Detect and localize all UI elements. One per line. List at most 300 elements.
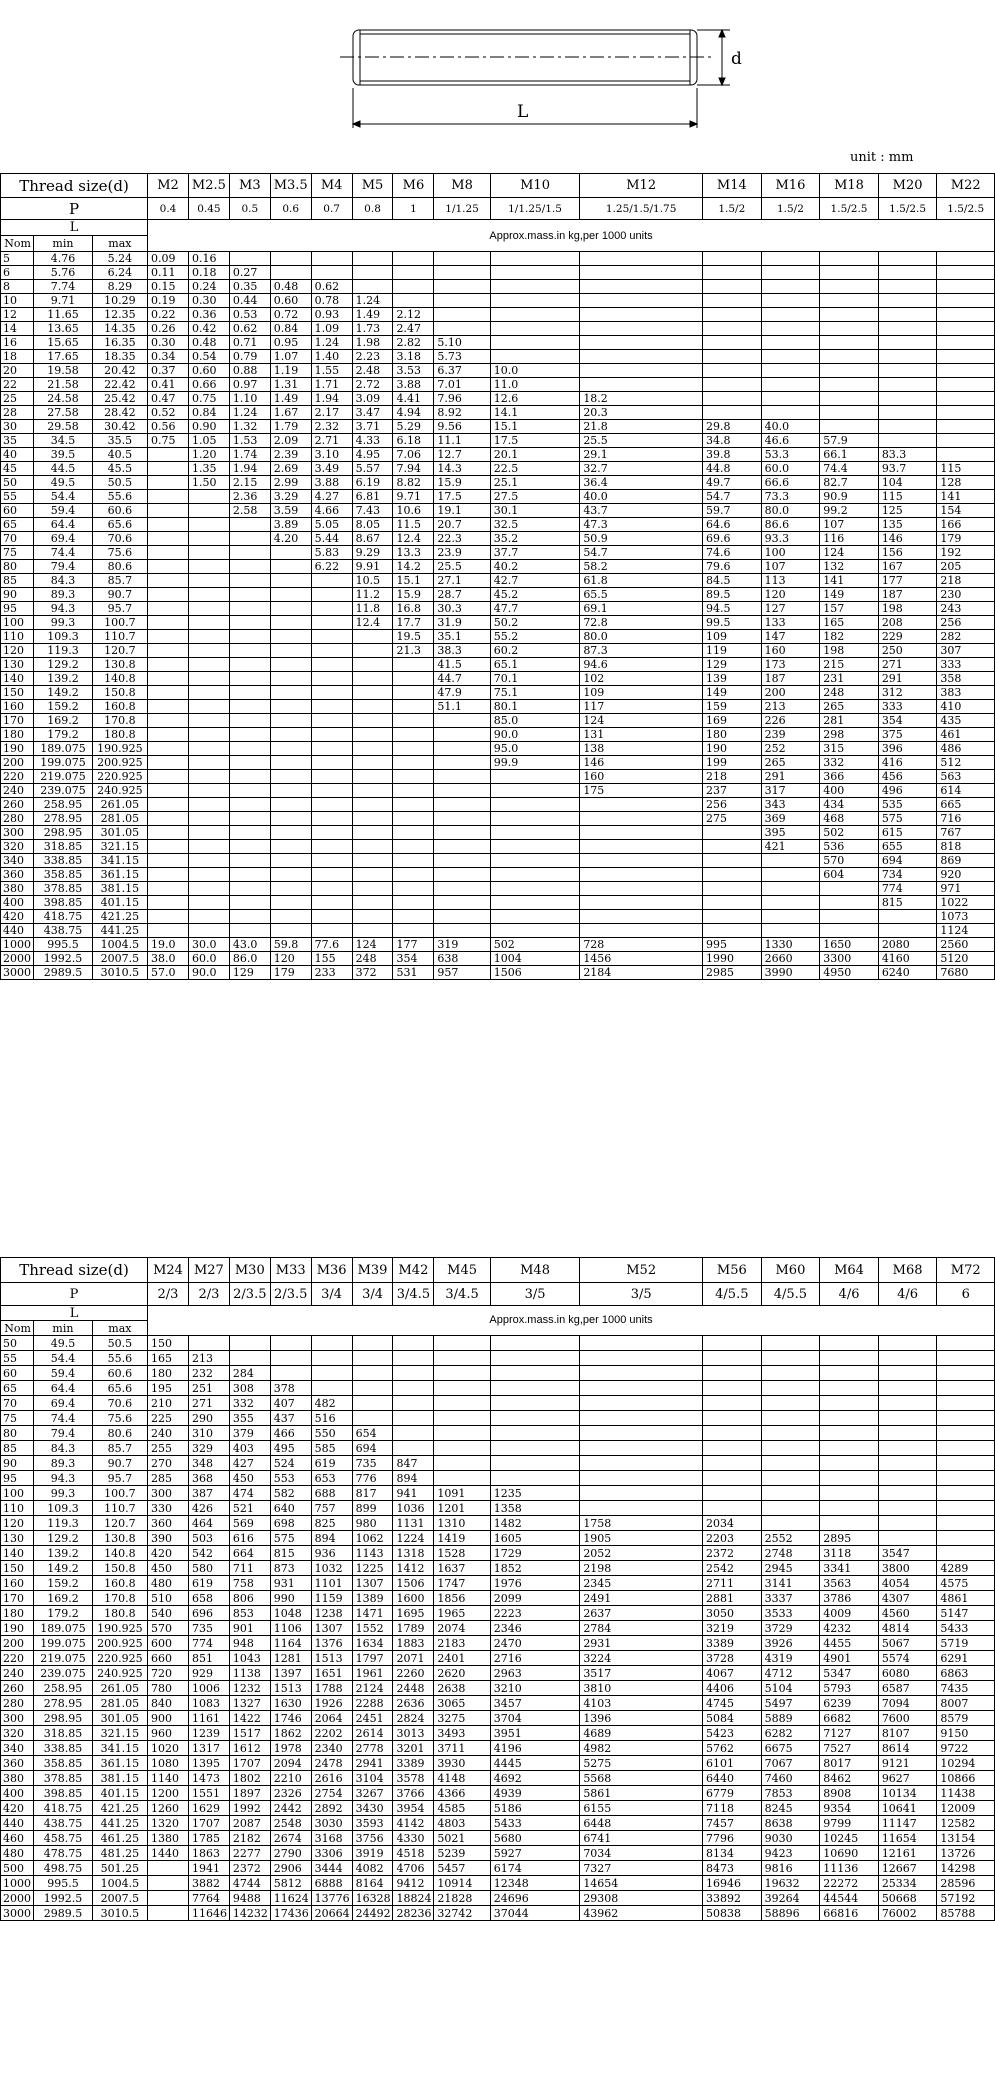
mass-cell: 310 <box>188 1426 229 1441</box>
mass-cell <box>148 798 189 812</box>
mass-cell <box>878 420 937 434</box>
mass-cell <box>490 882 580 896</box>
mass-cell: 0.37 <box>148 364 189 378</box>
table-row <box>1 728 995 742</box>
mass-cell: 0.79 <box>229 350 270 364</box>
nom-cell: 2000 <box>1 952 34 966</box>
mass-cell: 550 <box>311 1426 352 1441</box>
nom-cell: 500 <box>1 1861 34 1876</box>
mass-cell <box>703 392 762 406</box>
mass-cell: 0.18 <box>188 266 229 280</box>
mass-cell: 604 <box>820 868 879 882</box>
nom-cell: 1000 <box>1 1876 34 1891</box>
table-row <box>1 1786 995 1801</box>
mass-cell <box>703 1381 762 1396</box>
mass-cell <box>490 826 580 840</box>
mass-cell <box>580 280 703 294</box>
mass-cell <box>393 728 434 742</box>
mass-cell <box>148 448 189 462</box>
mass-cell: 69.1 <box>580 602 703 616</box>
mass-cell: 2401 <box>434 1651 490 1666</box>
min-cell: 149.2 <box>34 1561 93 1576</box>
nom-cell: 30 <box>1 420 34 434</box>
mass-cell <box>311 798 352 812</box>
mass-cell: 291 <box>878 672 937 686</box>
mass-cell <box>393 686 434 700</box>
mass-cell <box>188 882 229 896</box>
mass-cell: 32.7 <box>580 462 703 476</box>
mass-cell: 66816 <box>820 1906 879 1921</box>
nom-cell: 95 <box>1 602 34 616</box>
mass-cell <box>580 1336 703 1351</box>
mass-cell: 8473 <box>703 1861 762 1876</box>
mass-cell: 192 <box>937 546 995 560</box>
mass-cell: 40.0 <box>761 420 820 434</box>
mass-cell: 5084 <box>703 1711 762 1726</box>
mass-cell: 2985 <box>703 966 762 980</box>
mass-cell <box>937 378 995 392</box>
mass-cell: 4901 <box>820 1651 879 1666</box>
mass-cell: 1062 <box>352 1531 393 1546</box>
mass-cell: 3.09 <box>352 392 393 406</box>
mass-cell: 757 <box>311 1501 352 1516</box>
mass-cell <box>270 798 311 812</box>
mass-cell: 87.3 <box>580 644 703 658</box>
mass-cell: 3729 <box>761 1621 820 1636</box>
mass-cell: 869 <box>937 854 995 868</box>
mass-cell: 369 <box>761 812 820 826</box>
mass-cell <box>703 406 762 420</box>
mass-cell: 1789 <box>393 1621 434 1636</box>
mass-cell <box>490 868 580 882</box>
nom-cell: 8 <box>1 280 34 294</box>
min-cell: 199.075 <box>34 1636 93 1651</box>
mass-cell <box>937 294 995 308</box>
mass-cell: 177 <box>878 574 937 588</box>
mass-cell: 29.8 <box>703 420 762 434</box>
mass-cell: 5927 <box>490 1846 580 1861</box>
mass-cell: 1083 <box>188 1696 229 1711</box>
mass-cell: 45.2 <box>490 588 580 602</box>
min-cell: 59.4 <box>34 1366 93 1381</box>
mass-cell: 575 <box>270 1531 311 1546</box>
mass-cell <box>393 252 434 266</box>
mass-cell: 8579 <box>937 1711 995 1726</box>
mass-cell <box>352 1411 393 1426</box>
size-header-cell: M42 <box>393 1258 434 1283</box>
mass-cell: 2.99 <box>270 476 311 490</box>
mass-cell <box>820 896 879 910</box>
mass-cell: 113 <box>761 574 820 588</box>
mass-cell: 1201 <box>434 1501 490 1516</box>
mass-cell: 64.6 <box>703 518 762 532</box>
mass-cell: 1456 <box>580 952 703 966</box>
mass-cell: 2711 <box>703 1576 762 1591</box>
dim-d-label: d <box>731 49 742 69</box>
mass-cell: 9121 <box>878 1756 937 1771</box>
min-cell: 199.075 <box>34 756 93 770</box>
mass-cell: 61.8 <box>580 574 703 588</box>
mass-cell: 1.24 <box>352 294 393 308</box>
mass-cell <box>703 896 762 910</box>
mass-cell <box>393 294 434 308</box>
table-row <box>1 882 995 896</box>
table-row <box>1 1801 995 1816</box>
mass-cell <box>878 350 937 364</box>
mass-cell <box>878 392 937 406</box>
mass-cell: 3493 <box>434 1726 490 1741</box>
mass-cell: 840 <box>148 1696 189 1711</box>
mass-cell: 2210 <box>270 1771 311 1786</box>
mass-cell <box>188 728 229 742</box>
nom-cell: 180 <box>1 1606 34 1621</box>
min-cell: 159.2 <box>34 1576 93 1591</box>
mass-cell: 1.19 <box>270 364 311 378</box>
mass-cell: 60.0 <box>761 462 820 476</box>
pitch-cell: 2/3.5 <box>270 1283 311 1306</box>
mass-cell: 10866 <box>937 1771 995 1786</box>
mass-cell: 580 <box>188 1561 229 1576</box>
mass-cell <box>580 910 703 924</box>
mass-cell: 1.49 <box>352 308 393 322</box>
mass-cell: 135 <box>878 518 937 532</box>
table-row <box>1 266 995 280</box>
mass-cell <box>311 588 352 602</box>
mass-cell <box>352 686 393 700</box>
mass-cell <box>393 1396 434 1411</box>
mass-cell <box>352 1351 393 1366</box>
mass-cell: 4861 <box>937 1591 995 1606</box>
mass-cell: 218 <box>937 574 995 588</box>
mass-cell: 57.0 <box>148 966 189 980</box>
mass-cell: 173 <box>761 658 820 672</box>
min-cell: 338.85 <box>34 1741 93 1756</box>
mass-cell <box>580 252 703 266</box>
mass-cell <box>229 602 270 616</box>
mass-cell <box>490 308 580 322</box>
mass-cell <box>188 924 229 938</box>
mass-cell: 285 <box>148 1471 189 1486</box>
pitch-cell: 0.5 <box>229 198 270 220</box>
min-cell: 318.85 <box>34 1726 93 1741</box>
mass-cell: 8017 <box>820 1756 879 1771</box>
mass-cell: 13776 <box>311 1891 352 1906</box>
mass-cell: 5812 <box>270 1876 311 1891</box>
mass-cell <box>761 364 820 378</box>
mass-cell <box>490 322 580 336</box>
nom-cell: 120 <box>1 1516 34 1531</box>
nom-cell: 360 <box>1 1756 34 1771</box>
mass-cell: 2124 <box>352 1681 393 1696</box>
nom-cell: 130 <box>1 1531 34 1546</box>
mass-cell: 1788 <box>311 1681 352 1696</box>
mass-cell: 33892 <box>703 1891 762 1906</box>
nom-cell: 260 <box>1 1681 34 1696</box>
mass-cell <box>270 658 311 672</box>
mass-cell: 3389 <box>703 1636 762 1651</box>
mass-cell: 619 <box>188 1576 229 1591</box>
mass-cell <box>490 1456 580 1471</box>
mass-cell <box>761 1351 820 1366</box>
mass-cell: 11646 <box>188 1906 229 1921</box>
mass-cell: 387 <box>188 1486 229 1501</box>
mass-cell: 180 <box>148 1366 189 1381</box>
mass-cell: 1471 <box>352 1606 393 1621</box>
table-row <box>1 546 995 560</box>
mass-cell <box>229 532 270 546</box>
mass-cell: 93.7 <box>878 462 937 476</box>
mass-cell <box>434 714 490 728</box>
mass-cell: 1412 <box>393 1561 434 1576</box>
nom-cell: 90 <box>1 588 34 602</box>
mass-cell: 2223 <box>490 1606 580 1621</box>
mass-cell: 7034 <box>580 1846 703 1861</box>
table-row <box>1 1726 995 1741</box>
max-cell: 60.6 <box>92 1366 147 1381</box>
mass-cell: 57.9 <box>820 434 879 448</box>
mass-cell: 19.5 <box>393 630 434 644</box>
mass-cell <box>703 868 762 882</box>
nom-cell: 380 <box>1 882 34 896</box>
table-row <box>1 1561 995 1576</box>
mass-cell: 25.5 <box>434 560 490 574</box>
mass-cell: 124 <box>580 714 703 728</box>
mass-cell: 7.06 <box>393 448 434 462</box>
size-header-cell: M68 <box>878 1258 937 1283</box>
mass-cell: 233 <box>311 966 352 980</box>
mass-cell: 0.66 <box>188 378 229 392</box>
mass-cell <box>270 812 311 826</box>
mass-cell: 1318 <box>393 1546 434 1561</box>
mass-cell: 9488 <box>229 1891 270 1906</box>
mass-cell: 971 <box>937 882 995 896</box>
mass-cell: 54.7 <box>580 546 703 560</box>
mass-cell: 2372 <box>703 1546 762 1561</box>
max-cell: 140.8 <box>92 1546 147 1561</box>
nom-cell: 190 <box>1 1621 34 1636</box>
mass-cell: 8.82 <box>393 476 434 490</box>
pitch-cell: 4/6 <box>878 1283 937 1306</box>
nom-cell: 190 <box>1 742 34 756</box>
mass-cell: 1.49 <box>270 392 311 406</box>
min-cell: 94.3 <box>34 602 93 616</box>
mass-cell <box>703 1411 762 1426</box>
size-header-cell: M6 <box>393 174 434 198</box>
mass-cell: 10134 <box>878 1786 937 1801</box>
mass-cell <box>229 882 270 896</box>
mass-cell <box>352 1366 393 1381</box>
mass-cell: 536 <box>820 840 879 854</box>
mass-cell: 1239 <box>188 1726 229 1741</box>
mass-cell: 435 <box>937 714 995 728</box>
mass-cell <box>229 630 270 644</box>
mass-cell: 2071 <box>393 1651 434 1666</box>
mass-cell: 159 <box>703 700 762 714</box>
mass-cell: 149 <box>820 588 879 602</box>
table-row <box>1 1426 995 1441</box>
mass-cell <box>188 700 229 714</box>
mass-cell: 1376 <box>311 1636 352 1651</box>
mass-cell <box>703 1351 762 1366</box>
mass-cell: 570 <box>148 1621 189 1636</box>
min-cell: 7.74 <box>34 280 93 294</box>
mass-cell: 1.67 <box>270 406 311 420</box>
mass-cell <box>229 644 270 658</box>
mass-cell: 2895 <box>820 1531 879 1546</box>
max-cell: 200.925 <box>92 756 147 770</box>
mass-cell: 22272 <box>820 1876 879 1891</box>
mass-cell <box>937 1396 995 1411</box>
mass-cell: 5275 <box>580 1756 703 1771</box>
mass-cell: 8164 <box>352 1876 393 1891</box>
mass-cell: 74.6 <box>703 546 762 560</box>
size-header-cell: M60 <box>761 1258 820 1283</box>
mass-cell: 0.62 <box>229 322 270 336</box>
mass-cell <box>580 924 703 938</box>
nom-cell: 420 <box>1 910 34 924</box>
mass-cell: 379 <box>229 1426 270 1441</box>
mass-cell: 4803 <box>434 1816 490 1831</box>
mass-cell <box>761 1486 820 1501</box>
mass-cell: 354 <box>878 714 937 728</box>
max-cell: 110.7 <box>92 1501 147 1516</box>
mass-cell: 3.18 <box>393 350 434 364</box>
mass-cell <box>270 826 311 840</box>
mass-cell: 9412 <box>393 1876 434 1891</box>
max-cell: 240.925 <box>92 1666 147 1681</box>
mass-cell: 129 <box>229 966 270 980</box>
mass-cell <box>270 714 311 728</box>
min-cell: 995.5 <box>34 1876 93 1891</box>
pitch-cell: 1.5/2 <box>703 198 762 220</box>
mass-cell: 4.95 <box>352 448 393 462</box>
mass-cell: 21.8 <box>580 420 703 434</box>
mass-cell: 2.36 <box>229 490 270 504</box>
table-row <box>1 378 995 392</box>
mass-cell: 1551 <box>188 1786 229 1801</box>
mass-cell: 5574 <box>878 1651 937 1666</box>
mass-cell <box>937 1471 995 1486</box>
min-cell: 15.65 <box>34 336 93 350</box>
min-cell: 79.4 <box>34 1426 93 1441</box>
max-cell: 18.35 <box>92 350 147 364</box>
mass-cell: 0.09 <box>148 252 189 266</box>
nom-cell: 2000 <box>1 1891 34 1906</box>
mass-cell: 1238 <box>311 1606 352 1621</box>
mass-cell: 0.36 <box>188 308 229 322</box>
mass-cell <box>820 1381 879 1396</box>
mass-cell: 9722 <box>937 1741 995 1756</box>
mass-cell: 2372 <box>229 1861 270 1876</box>
mass-cell <box>352 826 393 840</box>
table-row <box>1 1741 995 1756</box>
mass-cell: 2288 <box>352 1696 393 1711</box>
mass-cell <box>580 1366 703 1381</box>
max-cell: 2007.5 <box>92 952 147 966</box>
mass-cell: 4692 <box>490 1771 580 1786</box>
table-row <box>1 1651 995 1666</box>
nom-cell: 90 <box>1 1456 34 1471</box>
mass-cell: 434 <box>820 798 879 812</box>
mass-cell <box>580 1471 703 1486</box>
max-cell: 140.8 <box>92 672 147 686</box>
mass-cell: 109 <box>703 630 762 644</box>
mass-cell <box>270 784 311 798</box>
mass-cell: 3050 <box>703 1606 762 1621</box>
mass-cell <box>393 1351 434 1366</box>
mass-cell: 66.6 <box>761 476 820 490</box>
table-row <box>1 756 995 770</box>
mass-cell: 1.32 <box>229 420 270 434</box>
mass-cell: 308 <box>229 1381 270 1396</box>
mass-cell: 3930 <box>434 1756 490 1771</box>
mass-cell: 248 <box>820 686 879 700</box>
mass-cell: 3578 <box>393 1771 434 1786</box>
max-cell: 190.925 <box>92 1621 147 1636</box>
mass-cell <box>148 686 189 700</box>
mass-cell: 1022 <box>937 896 995 910</box>
mass-cell: 1650 <box>820 938 879 952</box>
mass-cell: 698 <box>270 1516 311 1531</box>
table-row <box>1 462 995 476</box>
mass-cell <box>434 798 490 812</box>
mass-cell: 6440 <box>703 1771 762 1786</box>
nom-cell: 180 <box>1 728 34 742</box>
mass-cell: 482 <box>311 1396 352 1411</box>
mass-cell: 1.55 <box>311 364 352 378</box>
max-cell: 65.6 <box>92 518 147 532</box>
mass-cell: 3926 <box>761 1636 820 1651</box>
mass-cell <box>937 252 995 266</box>
mass-cell: 0.95 <box>270 336 311 350</box>
mass-cell <box>148 728 189 742</box>
mass-cell: 198 <box>820 644 879 658</box>
mass-cell: 1.10 <box>229 392 270 406</box>
mass-cell: 15.1 <box>490 420 580 434</box>
table-row <box>1 1411 995 1426</box>
mass-cell: 187 <box>761 672 820 686</box>
mass-cell <box>352 630 393 644</box>
mass-cell: 2052 <box>580 1546 703 1561</box>
mass-cell: 5.05 <box>311 518 352 532</box>
mass-cell: 16.8 <box>393 602 434 616</box>
mass-cell <box>703 826 762 840</box>
mass-cell: 901 <box>229 1621 270 1636</box>
mass-cell: 1235 <box>490 1486 580 1501</box>
mass-cell <box>352 266 393 280</box>
mass-cell: 5423 <box>703 1726 762 1741</box>
mass-cell: 0.88 <box>229 364 270 378</box>
mass-cell <box>434 784 490 798</box>
mass-cell: 540 <box>148 1606 189 1621</box>
mass-cell: 42.7 <box>490 574 580 588</box>
nom-cell: 150 <box>1 1561 34 1576</box>
mass-cell: 8.05 <box>352 518 393 532</box>
mass-cell: 3704 <box>490 1711 580 1726</box>
mass-cell: 1020 <box>148 1741 189 1756</box>
mass-cell: 4.20 <box>270 532 311 546</box>
max-cell: 301.05 <box>92 826 147 840</box>
min-cell: 418.75 <box>34 1801 93 1816</box>
max-cell: 8.29 <box>92 280 147 294</box>
mass-cell <box>703 266 762 280</box>
max-cell: 461.25 <box>92 1831 147 1846</box>
max-cell: 35.5 <box>92 434 147 448</box>
min-cell: 298.95 <box>34 826 93 840</box>
mass-cell: 1992 <box>229 1801 270 1816</box>
mass-cell: 1281 <box>270 1651 311 1666</box>
mass-cell: 17.5 <box>434 490 490 504</box>
